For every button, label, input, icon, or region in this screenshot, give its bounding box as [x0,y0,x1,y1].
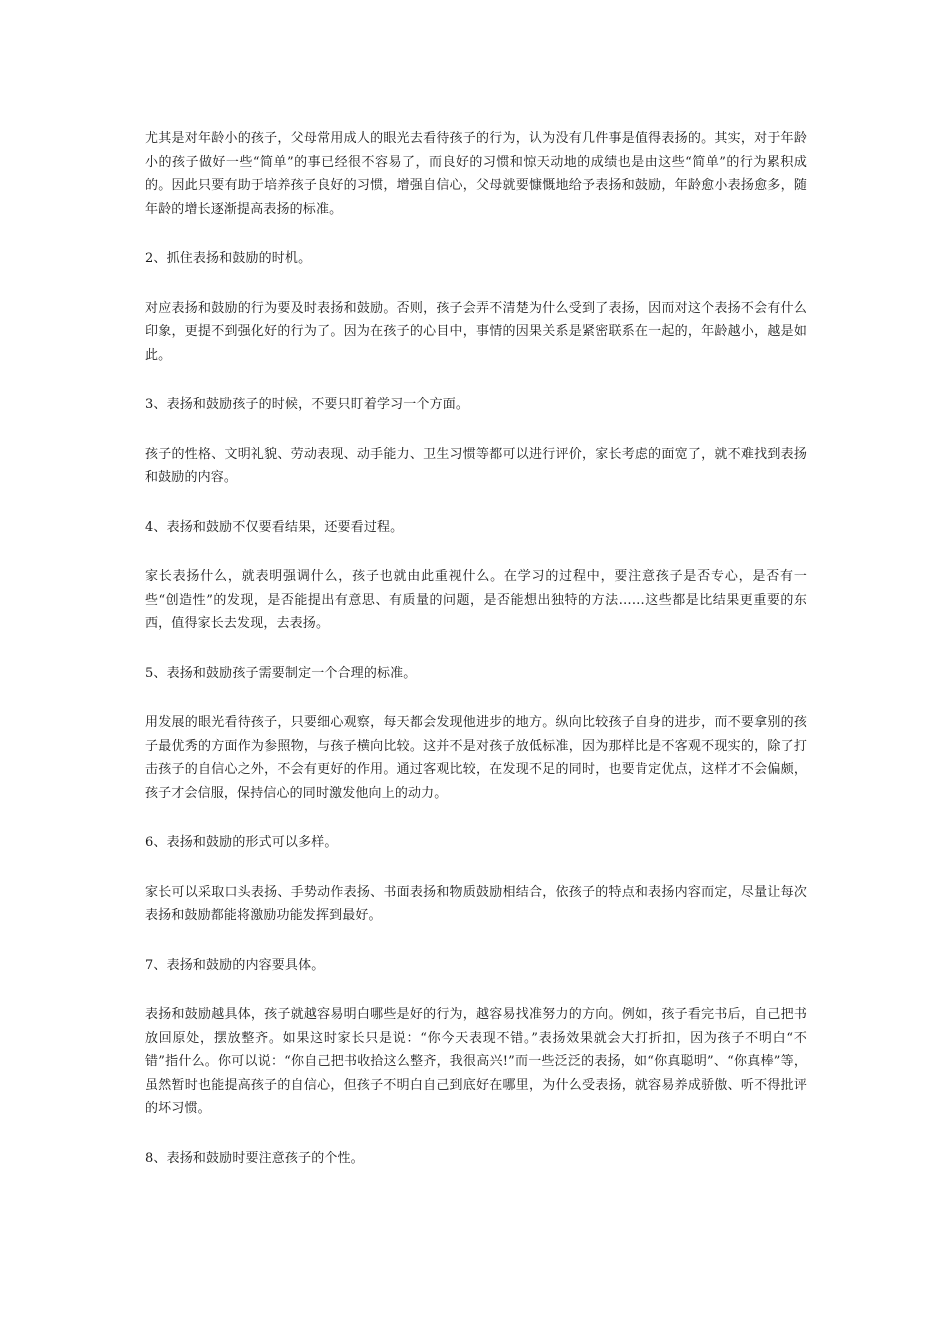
paragraph-7: 表扬和鼓励越具体，孩子就越容易明白哪些是好的行为，越容易找准努力的方向。例如，孩子看完书后，自己把书放回原处，摆放整齐。如果这时家长只是说：“你今天表现不错。”表扬效果就会大打折扣，因为孩子不明白“不错”指什么。你可以说：“你自己把书收拾这么整齐，我很高兴!”而一些泛泛的表扬，如“你真聪明”、“你真棒”等，虽然暂时也能提高孩子的自信心，但孩子不明白自己到底好在哪里，为什么受表扬，就容易养成骄傲、听不得批评的坏习惯。 [145,1007,807,1116]
paragraph-2: 对应表扬和鼓励的行为要及时表扬和鼓励。否则，孩子会弄不清楚为什么受到了表扬，因而对这个表扬不会有什么印象，更提不到强化好的行为了。因为在孩子的心目中，事情的因果关系是紧密联系在一起的，年龄越小，越是如此。 [145,300,807,363]
section-heading-2: 2、抓住表扬和鼓励的时机。 [145,251,312,266]
paragraph-4: 家长表扬什么，就表明强调什么，孩子也就由此重视什么。在学习的过程中，要注意孩子是否专心，是否有一些“创造性”的发现，是否能提出有意思、有质量的问题，是否能想出独特的方法……这些都是比结果更重要的东西，值得家长去发现，去表扬。 [145,569,807,631]
section-heading-3: 3、表扬和鼓励孩子的时候，不要只盯着学习一个方面。 [145,397,470,412]
document-body [145,127,807,1196]
paragraph-intro: 尤其是对年龄小的孩子，父母常用成人的眼光去看待孩子的行为，认为没有几件事是值得表扬的。其实，对于年龄小的孩子做好一些“简单”的事已经很不容易了，而良好的习惯和惊天动地的成绩也是由这些“简单”的行为累积成的。因此只要有助于培养孩子良好的习惯，增强自信心，父母就要慷慨地给予表扬和鼓励，年龄愈小表扬愈多，随年龄的增长逐渐提高表扬的标准。 [145,131,807,217]
paragraph-6: 家长可以采取口头表扬、手势动作表扬、书面表扬和物质鼓励相结合，依孩子的特点和表扬内容而定，尽量让每次表扬和鼓励都能将激励功能发挥到最好。 [145,884,807,923]
section-heading-7: 7、表扬和鼓励的内容要具体。 [145,957,325,973]
paragraph-5: 用发展的眼光看待孩子，只要细心观察，每天都会发现他进步的地方。纵向比较孩子自身的进步，而不要拿别的孩子最优秀的方面作为参照物，与孩子横向比较。这并不是对孩子放低标准，因为那样比是不客观不现实的，除了打击孩子的自信心之外，不会有更好的作用。通过客观比较，在发现不足的同时，也要肯定优点，这样才不会偏颇，孩子才会信服，保持信心的同时激发他向上的动力。 [145,715,807,801]
section-heading-5: 5、表扬和鼓励孩子需要制定一个合理的标准。 [145,665,417,681]
section-heading-4: 4、表扬和鼓励不仅要看结果，还要看过程。 [145,519,404,535]
section-heading-6: 6、表扬和鼓励的形式可以多样。 [145,835,338,850]
paragraph-3: 孩子的性格、文明礼貌、劳动表现、动手能力、卫生习惯等都可以进行评价，家长考虑的面宽了，就不难找到表扬和鼓励的内容。 [145,446,807,485]
section-heading-8: 8、表扬和鼓励时要注意孩子的个性。 [145,1150,364,1166]
